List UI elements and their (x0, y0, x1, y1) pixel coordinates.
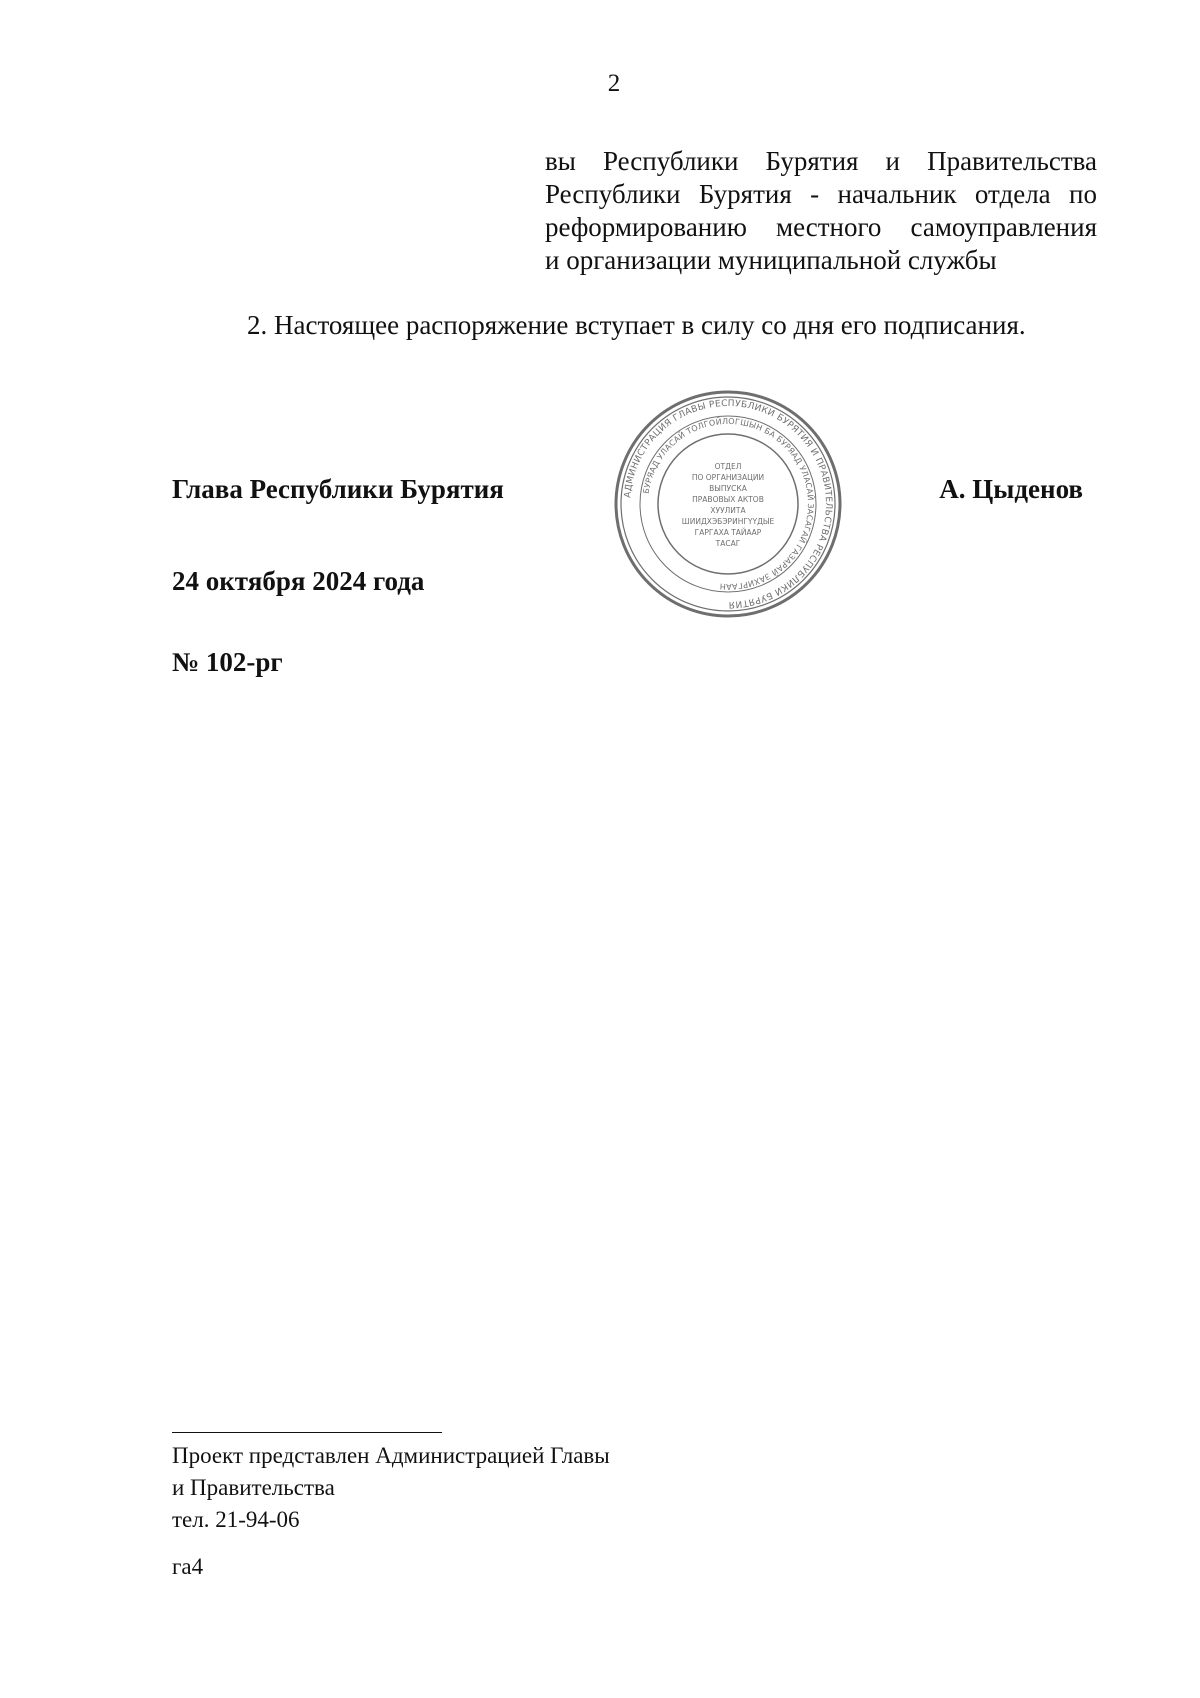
page-number: 2 (607, 70, 621, 97)
signature-title: Глава Республики Бурятия (172, 474, 504, 504)
seal-center-line-6: ШИИДХЭБЭРИНГҮҮДЫЕ (681, 517, 775, 526)
document-number: № 102-рг (172, 647, 283, 677)
seal-center-line-2: ПО ОРГАНИЗАЦИИ (691, 473, 765, 482)
seal-center-line-5: ХУУЛИТА (710, 506, 746, 515)
seal-center-line-8: ТАСАГ (715, 539, 741, 548)
footnote-line-1: Проект представлен Администрацией Главы (172, 1443, 610, 1468)
footnote-divider (172, 1432, 442, 1433)
seal-center-line-7: ГАРГАХА ТАЙААР (694, 528, 762, 537)
footnote-line-2: и Правительства (172, 1475, 335, 1500)
continuation-line-4: и организации муниципальной службы (545, 245, 997, 275)
document-date: 24 октября 2024 года (172, 566, 425, 596)
paragraph-2: 2. Настоящее распоряжение вступает в силу со дня его подписания. (247, 310, 1026, 340)
seal-center-line-4: ПРАВОВЫХ АКТОВ (692, 495, 764, 504)
seal-center-line-1: ОТДЕЛ (714, 462, 742, 471)
seal-center-line-3: ВЫПУСКА (709, 484, 747, 493)
continuation-text (545, 145, 1097, 277)
continuation-line-3: реформированию местного самоуправления (545, 212, 1097, 242)
continuation-line-1: вы Республики Бурятия и Правительства (545, 146, 1097, 176)
signature-name: А. Цыденов (939, 474, 1083, 504)
footnote-line-3: тел. 21-94-06 (172, 1507, 300, 1532)
document-code: га4 (172, 1554, 204, 1579)
footnote (172, 1440, 610, 1536)
continuation-line-2: Республики Бурятия - начальник отдела по (545, 179, 1097, 209)
official-seal (612, 388, 844, 620)
seal-outer-text: АДМИНИСТРАЦИЯ ГЛАВЫ РЕСПУБЛИКИ БУРЯТИЯ И ПРАВИТЕЛЬСТВА РЕСПУБЛИКИ БУРЯТИЯ (623, 398, 834, 610)
seal-inner-text: БУРЯАД УЛАСАЙ ТОЛГОЙЛОГШЫН БА БУРЯАД УЛАСАЙ ЗАСАГАЙ ГАЗАРАЙ ЗАХИРГААН (641, 416, 816, 592)
